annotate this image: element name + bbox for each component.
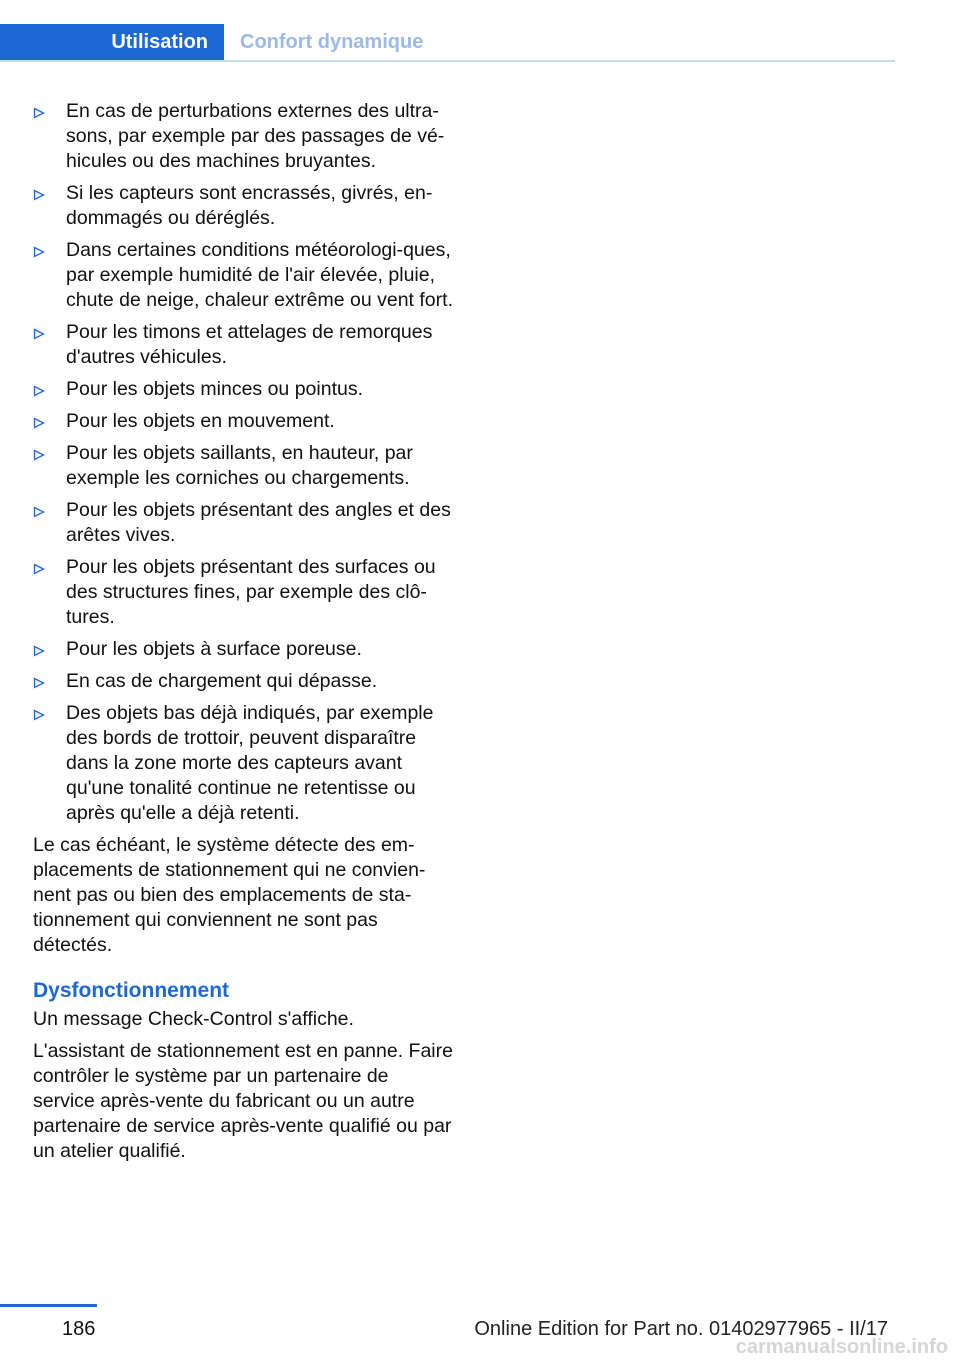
footer-accent-bar xyxy=(0,1304,97,1307)
list-item xyxy=(33,441,453,491)
body-paragraph: Le cas échéant, le système détecte des em-placements de stationnement qui ne convien-nent pas ou bien des emplacements de sta-tionnement qui conviennent ne sont pas détectés. xyxy=(33,834,426,956)
triangle-bullet-icon xyxy=(33,189,45,201)
list-item-text: Des objets bas déjà indiqués, par exemple des bords de trottoir, peuvent disparaître dans la zone morte des capteurs avant qu'une tonalité continue ne retentisse ou après qu'elle a déjà retenti. xyxy=(66,702,434,824)
header-divider xyxy=(0,60,895,62)
list-item-text: En cas de perturbations externes des ultra-sons, par exemple par des passages de vé-hicules ou des machines bruyantes. xyxy=(66,100,445,172)
triangle-bullet-icon xyxy=(33,506,45,518)
list-item xyxy=(33,701,453,826)
page-header xyxy=(0,24,895,62)
list-item xyxy=(33,238,453,313)
list-item-text: Pour les objets saillants, en hauteur, par exemple les corniches ou chargements. xyxy=(66,442,413,489)
section-paragraph: L'assistant de stationnement est en panne. Faire contrôler le système par un partenaire de service après-vente du fabricant ou un autre partenaire de service après-vente qualifié ou par un atelier qualifié. xyxy=(33,1040,453,1162)
main-content xyxy=(33,99,453,1171)
page-number: 186 xyxy=(62,1318,96,1340)
list-item-text: Pour les timons et attelages de remorques d'autres véhicules. xyxy=(66,321,433,368)
list-item xyxy=(33,181,453,231)
section-heading: Dysfonctionnement xyxy=(33,979,230,1002)
list-item-text: En cas de chargement qui dépasse. xyxy=(66,670,378,692)
list-item xyxy=(33,377,453,402)
header-tab-confort-dynamique[interactable]: Confort dynamique xyxy=(240,30,424,53)
triangle-bullet-icon xyxy=(33,107,45,119)
list-item xyxy=(33,669,453,694)
list-item xyxy=(33,555,453,630)
bullet-list xyxy=(33,99,453,826)
list-item-text: Pour les objets présentant des surfaces ou des structures fines, par exemple des clô-tures. xyxy=(66,556,436,628)
list-item xyxy=(33,320,453,370)
triangle-bullet-icon xyxy=(33,385,45,397)
list-item xyxy=(33,409,453,434)
triangle-bullet-icon xyxy=(33,645,45,657)
triangle-bullet-icon xyxy=(33,449,45,461)
list-item-text: Pour les objets en mouvement. xyxy=(66,410,335,432)
list-item xyxy=(33,99,453,174)
list-item-text: Dans certaines conditions météorologi-ques, par exemple humidité de l'air élevée, pluie, chute de neige, chaleur extrême ou vent fort. xyxy=(66,239,453,311)
list-item xyxy=(33,637,453,662)
section-paragraph: Un message Check-Control s'affiche. xyxy=(33,1008,354,1030)
triangle-bullet-icon xyxy=(33,246,45,258)
triangle-bullet-icon xyxy=(33,677,45,689)
triangle-bullet-icon xyxy=(33,563,45,575)
list-item-text: Pour les objets à surface poreuse. xyxy=(66,638,362,660)
triangle-bullet-icon xyxy=(33,417,45,429)
list-item xyxy=(33,498,453,548)
edition-label: Online Edition for Part no. 01402977965 - II/17 xyxy=(474,1318,888,1340)
list-item-text: Pour les objets minces ou pointus. xyxy=(66,378,363,400)
watermark: carmanualsonline.info xyxy=(735,1336,948,1358)
triangle-bullet-icon xyxy=(33,709,45,721)
triangle-bullet-icon xyxy=(33,328,45,340)
list-item-text: Pour les objets présentant des angles et des arêtes vives. xyxy=(66,499,451,546)
header-tab-utilisation[interactable]: Utilisation xyxy=(0,24,224,60)
list-item-text: Si les capteurs sont encrassés, givrés, en-dommagés ou déréglés. xyxy=(66,182,433,229)
